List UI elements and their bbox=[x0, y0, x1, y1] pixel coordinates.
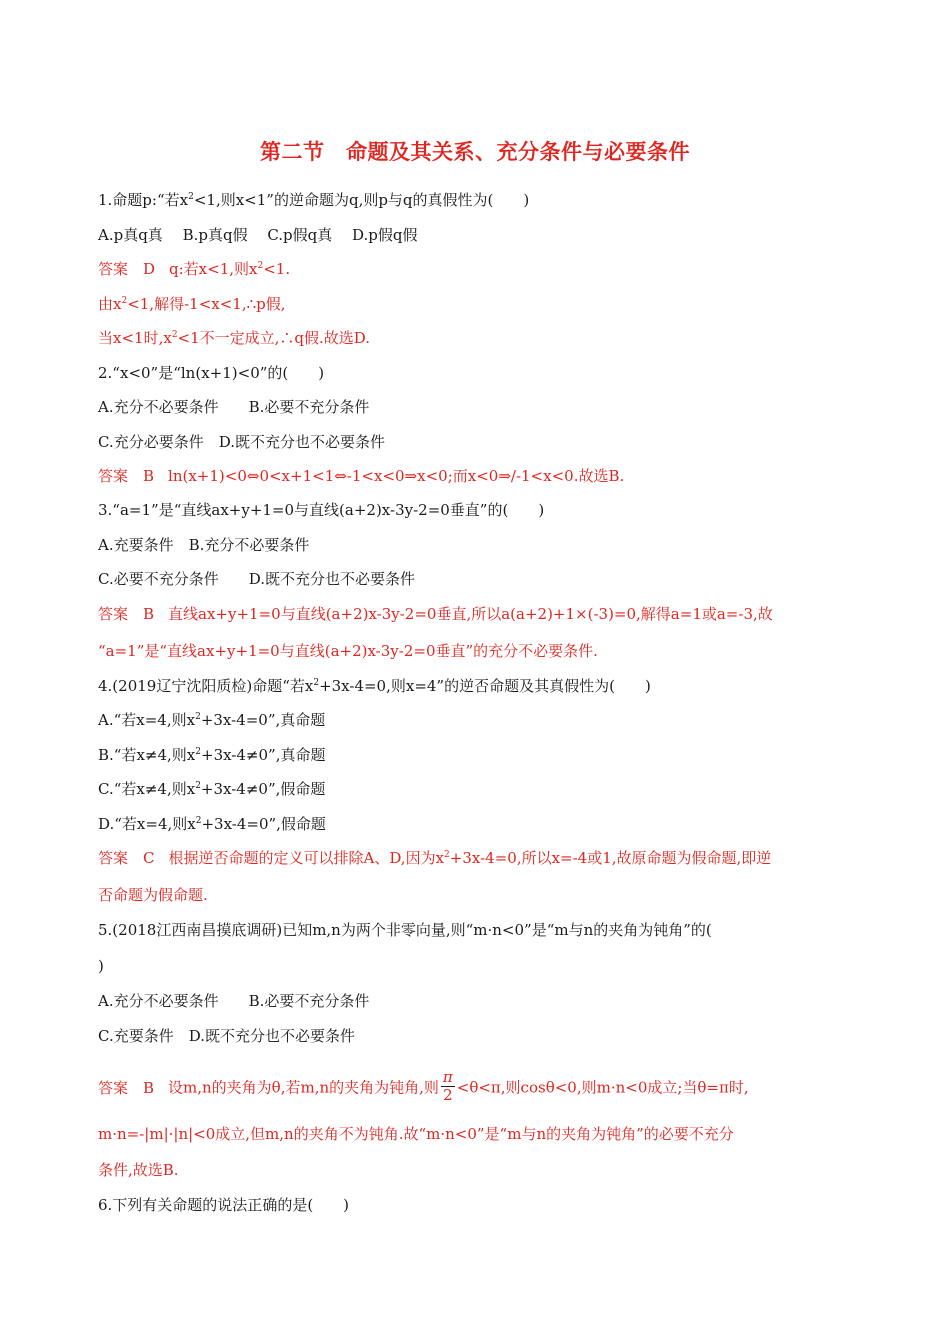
q4-option-b: B.“若x≠4,则$x^2+3x-4\ne 0$”,真命题 bbox=[98, 746, 326, 764]
q4-stem: 4.(2019辽宁沈阳质检)命题“若$x^2+3x-4=0$,则x=4”的逆否命题及其真假性为( ) bbox=[98, 677, 651, 695]
q4-option-d: D.“若x=4,则$x^2+3x-4=0$”,假命题 bbox=[98, 815, 326, 833]
q3-stem: 3.“a=1”是“直线ax+y+1=0与直线(a+2)x-3y-2=0垂直”的( ) bbox=[98, 501, 545, 519]
q2-stem: 2.“x<0”是“ln(x+1)<0”的( ) bbox=[98, 364, 325, 382]
q5-stem-line2: ) bbox=[98, 957, 104, 975]
q5-answer-line2: m·n=-|m|·|n|<0成立,但m,n的夹角不为钝角.故“m·n<0”是“m与n的夹角为钝角”的必要不充分 bbox=[98, 1125, 734, 1143]
q6-stem: 6.下列有关命题的说法正确的是( ) bbox=[98, 1196, 350, 1214]
q4-option-a: A.“若x=4,则$x^2+3x-4=0$”,真命题 bbox=[98, 711, 326, 729]
q5-options-1: A.充分不必要条件 B.必要不充分条件 bbox=[98, 992, 370, 1010]
q1-answer: 答案 D q:若x<1,则$x^2<1$. bbox=[98, 260, 291, 278]
q2-options-2: C.充分必要条件 D.既不充分也不必要条件 bbox=[98, 433, 385, 451]
q5-options-2: C.充要条件 D.既不充分也不必要条件 bbox=[98, 1027, 355, 1045]
q3-answer: 答案 B 直线ax+y+1=0与直线(a+2)x-3y-2=0垂直,所以a(a+2)+1×(-3)=0,解得a=1或a=-3,故 bbox=[98, 605, 773, 623]
section-title: 第二节 命题及其关系、充分条件与必要条件 bbox=[260, 140, 690, 164]
q4-option-c: C.“若x≠4,则$x^2+3x-4\ne 0$”,假命题 bbox=[98, 780, 326, 798]
q4-answer-line2: 否命题为假命题. bbox=[98, 886, 208, 904]
q5-stem: 5.(2018江西南昌摸底调研)已知m,n为两个非零向量,则“m·n<0”是“m与n的夹角为钝角”的( bbox=[98, 921, 712, 939]
q2-options-1: A.充分不必要条件 B.必要不充分条件 bbox=[98, 398, 370, 416]
q3-answer-line2: “a=1”是“直线ax+y+1=0与直线(a+2)x-3y-2=0垂直”的充分不必要条件. bbox=[98, 642, 598, 660]
q1-answer-line3: 当x<1时$,x^2<1$不一定成立,∴q假.故选D. bbox=[98, 329, 371, 347]
q5-answer: 答案 B 设m,n的夹角为θ,若m,n的夹角为钝角,则 $\frac{\pi}{2}$ <θ<π,则cosθ<0,则m·n<0成立;当θ=π时, bbox=[98, 1068, 749, 1104]
pi-over-2-fraction: $\frac{\pi}{2}$ bbox=[442, 1068, 453, 1104]
q5-answer-line3: 条件,故选B. bbox=[98, 1161, 179, 1179]
q1-options: A.p真q真 B.p真q假 C.p假q真 D.p假q假 bbox=[98, 226, 418, 244]
q2-answer: 答案 B ln(x+1)<0⇔0<x+1<1⇔-1<x<0⇒x<0;而x<0⇒/-1<x<0.故选B. bbox=[98, 467, 625, 485]
q1-stem: 1.命题p:“若$x^2<1$,则x<1”的逆命题为q,则p与q的真假性为( ) bbox=[98, 191, 530, 209]
q3-options-1: A.充要条件 B.充分不必要条件 bbox=[98, 536, 310, 554]
q4-answer: 答案 C 根据逆否命题的定义可以排除A、D,因为$x^2+3x-4=0$,所以x=-4或1,故原命题为假命题,即逆 bbox=[98, 849, 772, 867]
q3-options-2: C.必要不充分条件 D.既不充分也不必要条件 bbox=[98, 570, 415, 588]
q1-answer-line2: 由$x^2<1$,解得-1<x<1,∴p假, bbox=[98, 295, 286, 313]
